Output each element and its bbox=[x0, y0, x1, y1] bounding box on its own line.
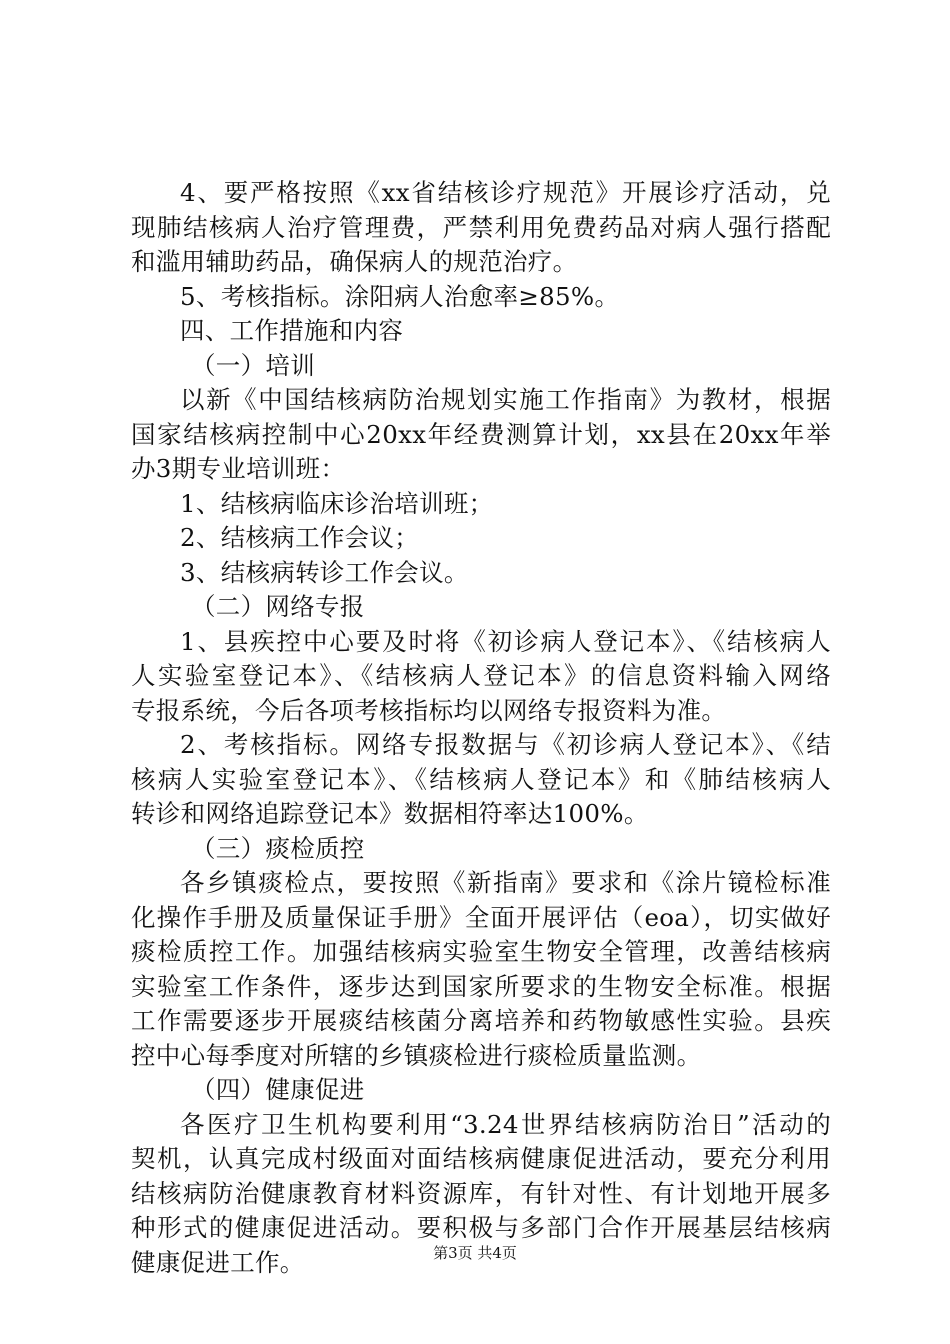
text-line: 痰检质控工作。加强结核病实验室生物安全管理，改善结核病 bbox=[131, 937, 831, 966]
text-line: 4、要严格按照《xx省结核诊疗规范》开展诊疗活动，兑 bbox=[180, 178, 831, 207]
section-heading: 四、工作措施和内容 bbox=[180, 316, 404, 345]
list-item: 1、结核病临床诊治培训班； bbox=[180, 488, 494, 518]
text-line: 现肺结核病人治疗管理费，严禁利用免费药品对病人强行搭配 bbox=[131, 212, 831, 242]
text-line: 和滥用辅助药品，确保病人的规范治疗。 bbox=[131, 247, 578, 276]
text-line: 契机，认真完成村级面对面结核病健康促进活动，要充分利用 bbox=[131, 1144, 831, 1173]
document-body bbox=[131, 176, 831, 1280]
page-number-footer: 第3页 共4页 bbox=[433, 1244, 517, 1262]
text-line: 国家结核病控制中心20xx年经费测算计划，xx县在20xx年举 bbox=[131, 419, 831, 449]
subsection-heading: （三）痰检质控 bbox=[191, 833, 365, 863]
text-line: 人实验室登记本》、《结核病人登记本》的信息资料输入网络 bbox=[131, 661, 831, 690]
list-item: 3、结核病转诊工作会议。 bbox=[180, 557, 469, 587]
text-line: 5、考核指标。涂阳病人治愈率≥85%。 bbox=[180, 281, 620, 311]
text-line: 各医疗卫生机构要利用“3.24世界结核病防治日”活动的 bbox=[180, 1109, 831, 1139]
text-line: 结核病防治健康教育材料资源库，有针对性、有计划地开展多 bbox=[131, 1178, 831, 1208]
text-line: 化操作手册及质量保证手册》全面开展评估（eoa），切实做好 bbox=[131, 902, 831, 932]
text-line: 1、县疾控中心要及时将《初诊病人登记本》、《结核病人 bbox=[180, 626, 831, 656]
list-item: 2、结核病工作会议； bbox=[180, 523, 420, 552]
text-line: 核病人实验室登记本》、《结核病人登记本》和《肺结核病人 bbox=[131, 764, 831, 794]
subsection-heading: （四）健康促进 bbox=[191, 1075, 365, 1104]
subsection-heading: （一）培训 bbox=[191, 350, 315, 380]
text-line: 以新《中国结核病防治规划实施工作指南》为教材，根据 bbox=[180, 385, 831, 414]
text-line: 种形式的健康促进活动。要积极与多部门合作开展基层结核病 bbox=[131, 1213, 831, 1242]
text-line: 工作需要逐步开展痰结核菌分离培养和药物敏感性实验。县疾 bbox=[131, 1006, 831, 1035]
text-line: 转诊和网络追踪登记本》数据相符率达100%。 bbox=[131, 799, 649, 828]
text-line: 健康促进工作。 bbox=[131, 1247, 305, 1277]
text-line: 专报系统，今后各项考核指标均以网络专报资料为准。 bbox=[131, 695, 727, 725]
text-line: 控中心每季度对所辖的乡镇痰检进行痰检质量监测。 bbox=[131, 1040, 702, 1070]
text-line: 各乡镇痰检点，要按照《新指南》要求和《涂片镜检标准 bbox=[180, 868, 831, 897]
text-line: 2、考核指标。网络专报数据与《初诊病人登记本》、《结 bbox=[180, 730, 831, 759]
text-line: 办3期专业培训班： bbox=[131, 454, 346, 483]
subsection-heading: （二）网络专报 bbox=[191, 592, 365, 621]
text-line: 实验室工作条件，逐步达到国家所要求的生物安全标准。根据 bbox=[131, 971, 831, 1001]
